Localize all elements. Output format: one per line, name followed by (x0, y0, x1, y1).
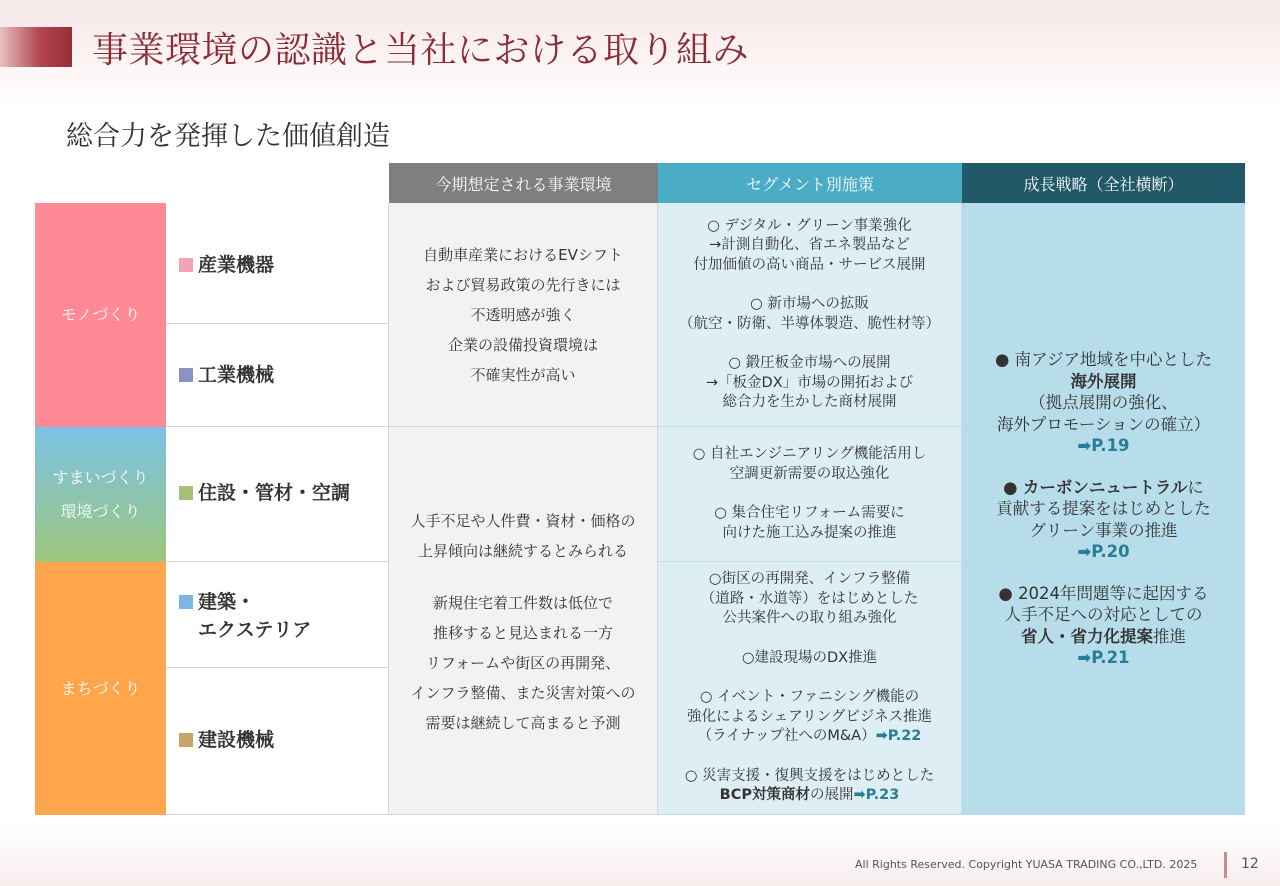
strategy-text: 貢献する提案をはじめとした グリーン事業の推進 (996, 499, 1211, 540)
environment-text: 人手不足や人件費・資材・価格の 上昇傾向は継続するとみられる (410, 511, 636, 560)
page-ref-link[interactable]: ➡P.22 (875, 728, 922, 745)
page-ref-link[interactable]: ➡P.20 (1077, 542, 1130, 562)
policy-monozukuri (658, 203, 962, 427)
segment-sangyo-kiki (166, 203, 389, 324)
page-number-divider (1224, 852, 1227, 878)
strategy-text: 人手不足への対応としての (1004, 605, 1203, 625)
policy-item-bold: BCP対策商材 (719, 787, 810, 804)
segment-color-square (179, 368, 193, 382)
strategy-bold: 海外展開 (1070, 371, 1137, 391)
policy-item-text: ○ イベント・ファニシング機能の 強化によるシェアリングビジネス推進 （ライナップ社へのM&A） (687, 689, 932, 745)
policy-item: ○建設現場のDX推進 (741, 649, 878, 666)
strategy-bold: カーボンニュートラル (1022, 477, 1188, 497)
policy-item: ○街区の再開発、インフラ整備 （道路・水道等）をはじめとした 公共案件への取り組み強化 (700, 571, 919, 627)
policy-item: ○ 鍛圧板金市場への展開 →「板金DX」市場の開拓および 総合力を生かした商材展開 (705, 355, 914, 410)
policy-item: ○ デジタル・グリーン事業強化 →計測自動化、省エネ製品など 付加価値の高い商品・サービス展開 (693, 217, 926, 273)
segment-jusetsu (166, 427, 389, 562)
copyright-text: All Rights Reserved. Copyright YUASA TRADING CO.,LTD. 2025 (855, 858, 1198, 871)
page-number: 12 (1241, 856, 1259, 872)
page-title: 事業環境の認識と当社における取り組み (92, 30, 750, 71)
segment-label: 住設・管材・空調 (198, 482, 351, 504)
segment-color-square (179, 733, 193, 747)
policy-item: ○ 自社エンジニアリング機能活用し 空調更新需要の取込強化 (692, 446, 927, 482)
category-sumai-label: すまいづくり (52, 467, 149, 487)
policy-sumai (658, 427, 962, 562)
policy-item-text: の展開 (810, 787, 854, 804)
header-environment: 今期想定される事業環境 (389, 163, 658, 203)
header-strategy: 成長戦略（全社横断） (962, 163, 1245, 203)
header-policy: セグメント別施策 (658, 163, 962, 203)
environment-text: 新規住宅着工件数は低位で 推移すると見込まれる一方 リフォームや街区の再開発、 インフラ整備、また災害対策への 需要は継続して高まると予測 (410, 593, 636, 732)
page-ref-link[interactable]: ➡P.19 (1077, 436, 1130, 456)
strategy-text: ● (1003, 477, 1023, 497)
segment-label: 建設機械 (198, 729, 275, 751)
segment-label: 工業機械 (198, 364, 275, 386)
segment-kogyo-kikai (166, 324, 389, 427)
segment-kenchiku (166, 562, 389, 668)
strategy-text: （拠点展開の強化、 海外プロモーションの確立） (996, 393, 1211, 434)
segment-kensetsu-kikai (166, 668, 389, 815)
strategy-item (995, 349, 1212, 457)
policy-machizukuri (658, 562, 962, 815)
policy-item: ○ 新市場への拡販 （航空・防衛、半導体製造、脆性材等） (679, 296, 940, 332)
policy-item (687, 688, 932, 747)
policy-item-text: ○ 災害支援・復興支援をはじめとした (684, 767, 935, 784)
page-ref-link[interactable]: ➡P.23 (853, 787, 900, 804)
environment-lower (389, 427, 658, 815)
strategy-item (996, 477, 1211, 563)
category-monozukuri (35, 203, 166, 427)
page-ref-link[interactable]: ➡P.21 (1077, 648, 1130, 668)
page-subtitle: 総合力を発揮した価値創造 (66, 121, 390, 152)
segment-color-square (179, 486, 193, 500)
strategy-text: ● 南アジア地域を中心とした (995, 350, 1212, 370)
title-accent-bar (0, 27, 72, 67)
strategy-text: 推進 (1152, 626, 1186, 646)
environment-text: 自動車産業におけるEVシフト および貿易政策の先行きには 不透明感が強く 企業の設備投資環境は 不確実性が高い (423, 245, 623, 384)
category-sumai (35, 427, 166, 562)
segment-label: 産業機器 (198, 254, 275, 276)
category-machizukuri (35, 562, 166, 815)
strategy-text: ● 2024年問題等に起因する (998, 583, 1209, 603)
category-machizukuri-label: まちづくり (60, 678, 141, 698)
strategy-bold: 省人・省力化提案 (1020, 626, 1153, 646)
strategy-text: に (1187, 477, 1204, 497)
footer-band (0, 826, 1280, 886)
segment-label: 建築・ エクステリア (198, 591, 312, 641)
environment-monozukuri (389, 203, 658, 427)
segment-color-square (179, 595, 193, 609)
category-kankyo-label: 環境づくり (60, 501, 141, 521)
policy-item (685, 767, 934, 806)
strategy-column (962, 203, 1245, 815)
category-monozukuri-label: モノづくり (60, 305, 141, 324)
segment-color-square (179, 258, 193, 272)
strategy-item (998, 583, 1208, 669)
policy-item: ○ 集合住宅リフォーム需要に 向けた施工込み提案の推進 (714, 505, 905, 541)
